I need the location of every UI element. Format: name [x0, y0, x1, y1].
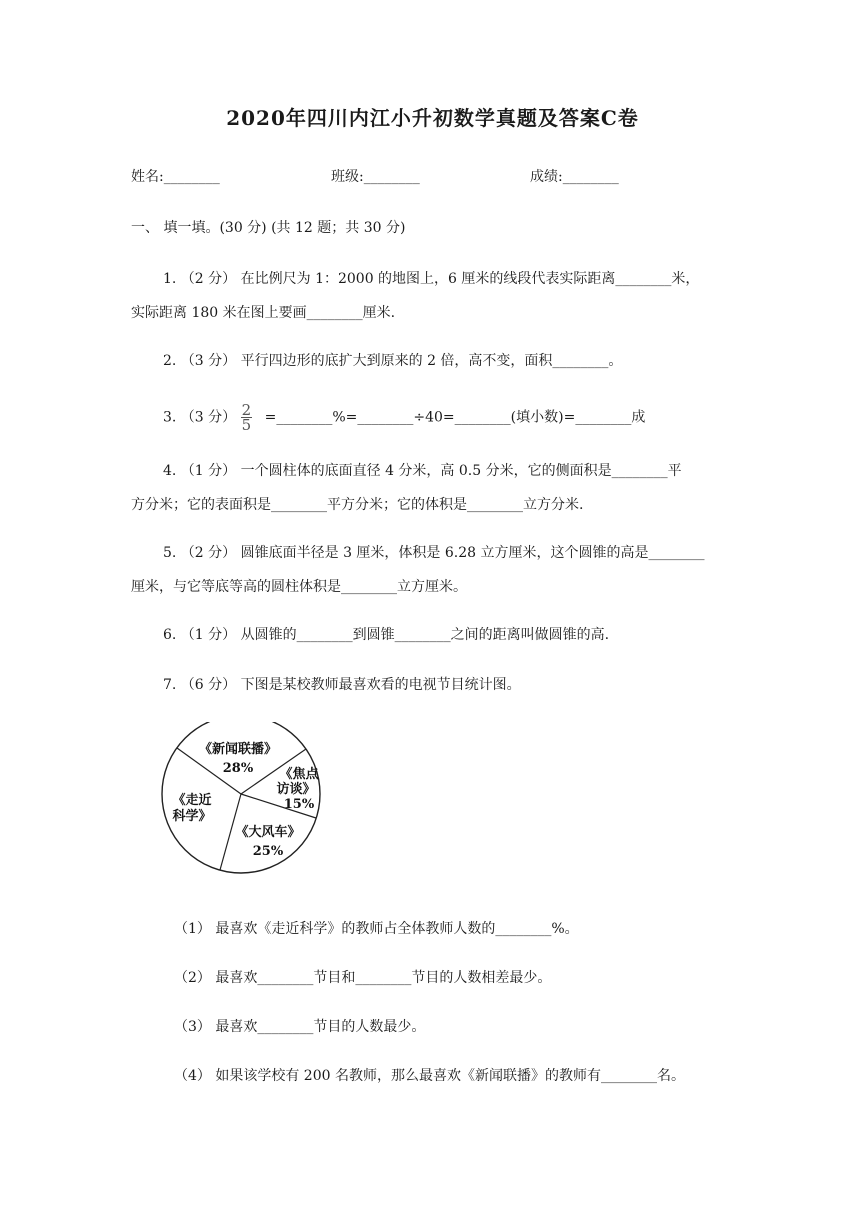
- question-1-line-2: 实际距离 180 米在图上要画________厘米.: [131, 305, 396, 321]
- slice-value-news: 28%: [222, 761, 254, 776]
- slice-value-focus: 15%: [283, 797, 315, 812]
- question-7-sub-1: （1） 最喜欢《走近科学》的教师占全体教师人数的________%。: [174, 921, 579, 937]
- section-heading: 一、 填一填。(30 分) (共 12 题；共 30 分): [131, 220, 406, 236]
- page-title: 2020年四川内江小升初数学真题及答案C卷: [226, 106, 639, 130]
- question-7-sub-4: （4） 如果该学校有 200 名教师，那么最喜欢《新闻联播》的教师有________名。: [174, 1068, 685, 1084]
- question-5-line-2: 厘米，与它等底等高的圆柱体积是________立方厘米。: [131, 579, 467, 595]
- question-2: 2. （3 分） 平行四边形的底扩大到原来的 2 倍，高不变，面积________。: [163, 353, 623, 369]
- question-3-rest: =________%=________÷40=________(填小数)=________成: [264, 409, 646, 426]
- name-field: 姓名:________: [131, 169, 220, 185]
- question-6: 6. （1 分） 从圆锥的________到圆锥________之间的距离叫做圆锥的高.: [163, 627, 610, 643]
- pie-chart: [158, 722, 328, 880]
- question-7-sub-2: （2） 最喜欢________节目和________节目的人数相差最少。: [174, 970, 552, 986]
- slice-label-focus-2: 访谈》: [276, 782, 316, 797]
- score-field: 成绩:________: [530, 169, 619, 185]
- question-3-prefix: 3. （3 分）: [163, 409, 237, 426]
- question-4-line-2: 方分米；它的表面积是________平方分米；它的体积是________立方分米.: [131, 497, 584, 513]
- slice-label-science-1: 《走近: [172, 793, 212, 808]
- question-3: [163, 403, 645, 432]
- question-7-sub-3: （3） 最喜欢________节目的人数最少。: [174, 1019, 426, 1035]
- slice-label-news: 《新闻联播》: [198, 742, 278, 757]
- slice-label-focus-1: 《焦点: [279, 767, 319, 782]
- question-4-line-1: 4. （1 分） 一个圆柱体的底面直径 4 分米，高 0.5 分米，它的侧面积是________平: [163, 463, 682, 479]
- fraction: [241, 403, 253, 432]
- fraction-numerator: 2: [241, 401, 252, 419]
- fraction-denominator: 5: [241, 416, 252, 434]
- question-1-line-1: 1. （2 分） 在比例尺为 1：2000 的地图上，6 厘米的线段代表实际距离________米，: [163, 271, 700, 287]
- slice-label-science-2: 科学》: [172, 809, 212, 824]
- slice-label-windmill: 《大风车》: [235, 825, 301, 840]
- question-7: 7. （6 分） 下图是某校教师最喜欢看的电视节目统计图。: [163, 677, 521, 693]
- slice-value-windmill: 25%: [252, 844, 284, 859]
- question-5-line-1: 5. （2 分） 圆锥底面半径是 3 厘米，体积是 6.28 立方厘米，这个圆锥的高是________: [163, 545, 705, 561]
- class-field: 班级:________: [331, 169, 420, 185]
